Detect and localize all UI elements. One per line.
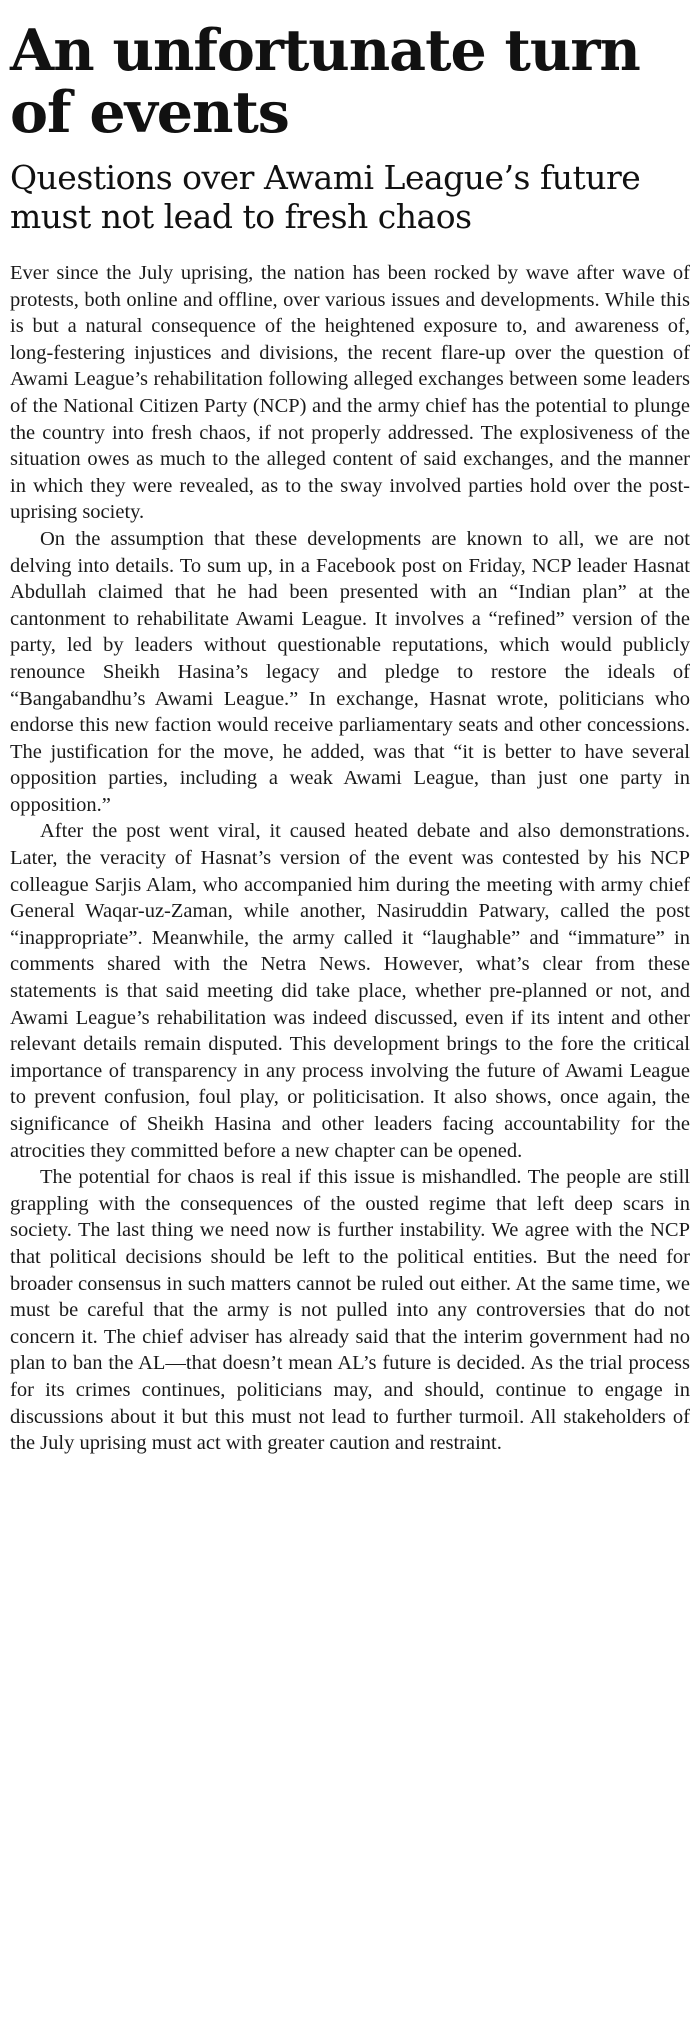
headline: An unfortunate turn of events	[10, 17, 640, 146]
paragraph-1: Ever since the July uprising, the nation has been rocked by wave after wave of protests, both online and offline, over various issues and developments. While this is but a natural consequence of the heightened exposure to, and awareness of, long-festering injustices and divisions, the recent flare-up over the question of Awami League’s rehabilitation following alleged exchanges between some leaders of the National Citizen Party (NCP) and the army chief has the potential to plunge the country into fresh chaos, if not properly addressed. The explosiveness of the situation owes as much to the alleged content of said exchanges, and the manner in which they were revealed, as to the sway involved parties hold over the post-uprising society.	[10, 262, 690, 524]
paragraph-4: The potential for chaos is real if this issue is mishandled. The people are still grappling with the consequences of the ousted regime that left deep scars in society. The last thing we need now is further instability. We agree with the NCP that political decisions should be left to the political entities. But the need for broader consensus in such matters cannot be ruled out either. At the same time, we must be careful that the army is not pulled into any controversies that do not concern it. The chief adviser has already said that the interim government had no plan to ban the AL—that doesn’t mean AL’s future is decided. As the trial process for its crimes continues, politicians may, and should, continue to engage in discussions about it but this must not lead to further turmoil. All stakeholders of the July uprising must act with greater caution and restraint.	[10, 1166, 690, 1455]
paragraph-2: On the assumption that these developments are known to all, we are not delving into details. To sum up, in a Facebook post on Friday, NCP leader Hasnat Abdullah claimed that he had been presented with an “Indian plan” at the cantonment to rehabilitate Awami League. It involves a “refined” version of the party, led by leaders without questionable reputations, which would publicly renounce Sheikh Hasina’s legacy and pledge to restore the ideals of “Bangabandhu’s Awami League.” In exchange, Hasnat wrote, politicians who endorse this new faction would receive parliamentary seats and other concessions. The justification for the move, he added, was that “it is better to have several opposition parties, including a weak Awami League, than just one party in opposition.”	[10, 527, 690, 816]
article-body	[10, 260, 690, 1457]
subheadline: Questions over Awami League’s future must not lead to fresh chaos	[10, 158, 641, 236]
paragraph-3: After the post went viral, it caused heated debate and also demonstrations. Later, the veracity of Hasnat’s version of the event was contested by his NCP colleague Sarjis Alam, who accompanied him during the meeting with army chief General Waqar-uz-Zaman, while another, Nasiruddin Patwary, called the post “inappropriate”. Meanwhile, the army called it “laughable” and “immature” in comments shared with the Netra News. However, what’s clear from these statements is that said meeting did take place, whether pre-planned or not, and Awami League’s rehabilitation was indeed discussed, even if its intent and other relevant details remain disputed. This development brings to the fore the critical importance of transparency in any process involving the future of Awami League to prevent confusion, foul play, or politicisation. It also shows, once again, the significance of Sheikh Hasina and other leaders facing accountability for the atrocities they committed before a new chapter can be opened.	[10, 820, 690, 1162]
editorial-article	[10, 0, 690, 1457]
